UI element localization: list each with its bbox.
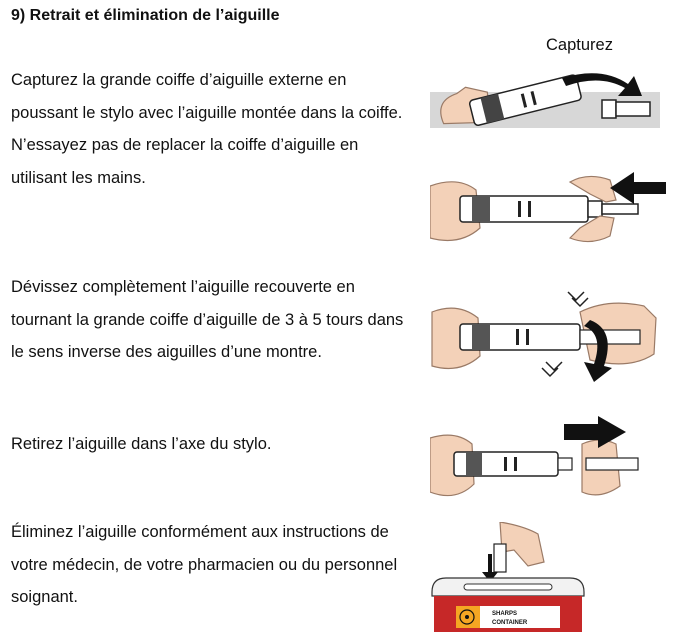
step-remove-text: Retirez l’aiguille dans l’axe du stylo. [11,435,272,453]
needle-cap [602,204,638,214]
sharps-label-line1: SHARPS [492,611,518,617]
needle-hub [602,100,616,118]
capture-cap-illustration [430,58,662,130]
needle-cap [616,102,650,116]
sharps-label-line2: CONTAINER [492,620,528,626]
remove-needle-illustration [430,414,664,506]
capture-caption: Capturez [546,36,613,54]
unscrew-illustration [430,284,662,384]
hand-icon [500,522,544,566]
step-dispose-text: Éliminez l’aiguille conformément aux instructions de votre médecin, de votre pharmacien ou du personnel soignant. [11,523,398,606]
rotate-marks-top-icon [568,292,588,306]
push-cap-illustration [430,170,666,248]
capped-needle [494,544,506,572]
step-capture-text: Capturez la grande coiffe d’aiguille externe en poussant le stylo avec l’aiguille montée dans la coiffe. N’essayez pas de replacer la coiffe d’aiguille en utilisant les mains. [11,71,403,187]
needle-cap [586,458,638,470]
sharps-container-illustration [430,522,586,632]
rotate-marks-bottom-icon [542,362,562,376]
section-title: 9) Retrait et élimination de l’aiguille [11,7,280,24]
step-unscrew-text: Dévissez complètement l’aiguille recouverte en tournant la grande coiffe d’aiguille de 3 à 5 tours dans le sens inverse des aiguilles d’une montre. [11,278,404,361]
left-arrow-icon [610,172,666,204]
needle-cap [580,330,640,344]
